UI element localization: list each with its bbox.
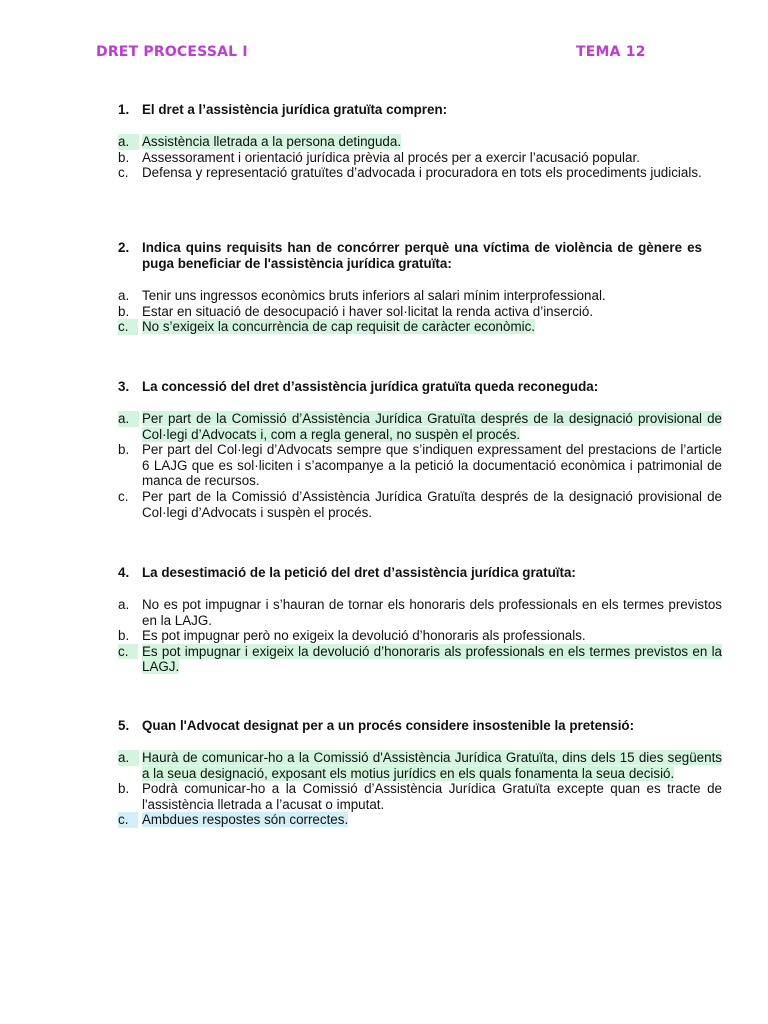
answer-text: No es pot impugnar i s’hauran de tornar els honoraris dels professionals en els termes previstos en la LAJG. xyxy=(142,597,722,628)
answer-text: Estar en situació de desocupació i haver sol·licitat la renda activa d’inserció. xyxy=(142,303,594,319)
answer-option xyxy=(96,150,726,166)
answer-option xyxy=(96,411,726,442)
answer-option xyxy=(96,812,726,828)
question-3 xyxy=(118,379,722,520)
answer-text: Es pot impugnar però no exigeix la devolució d’honoraris als professionals. xyxy=(142,628,586,644)
question-number: 3. xyxy=(118,379,130,394)
answer-list xyxy=(118,411,722,520)
answer-list xyxy=(118,288,702,335)
answer-letter: a. xyxy=(118,288,130,303)
answer-list xyxy=(118,750,722,828)
question-heading xyxy=(118,565,702,581)
answer-letter: a. xyxy=(118,597,130,612)
question-number: 2. xyxy=(118,240,130,255)
answer-text: Per part del Col·legi d’Advocats sempre que s’indiquen expressament del prestacions de l’article 6 LAJG que es sol·liciten i s’acompanye a la petició la documentació econòmica i patrimonial de manca de recursos. xyxy=(142,442,722,489)
answer-letter: a. xyxy=(118,750,139,766)
question-2 xyxy=(118,240,702,335)
answer-text: Assessorament i orientació jurídica prèvia al procés per a exercir l’acusació popular. xyxy=(142,149,640,165)
question-heading xyxy=(118,379,702,395)
answer-list xyxy=(118,134,702,181)
answer-option xyxy=(96,134,726,150)
question-number: 4. xyxy=(118,565,130,580)
answer-list xyxy=(118,597,722,675)
question-text: Quan l'Advocat designat per a un procés considere insostenible la pretensió: xyxy=(142,718,635,733)
answer-option xyxy=(96,165,726,181)
question-text: El dret a l’assistència jurídica gratuïta compren: xyxy=(142,102,448,117)
answer-option xyxy=(96,750,726,781)
answer-text: Assistència lletrada a la persona detinguda. xyxy=(142,134,402,149)
answer-option xyxy=(96,319,726,335)
answer-option xyxy=(96,628,726,644)
answer-option xyxy=(96,304,726,320)
answer-letter: c. xyxy=(118,812,138,828)
course-title: DRET PROCESSAL I xyxy=(96,44,248,60)
answer-text: No s’exigeix la concurrència de cap requisit de caràcter econòmic. xyxy=(142,319,535,335)
answer-letter: b. xyxy=(118,781,130,797)
question-text: Indica quins requisits han de concórrer perquè una víctima de violència de gènere es puga beneficiar de l'assistència jurídica gratuïta: xyxy=(142,240,702,271)
question-heading xyxy=(118,718,702,734)
answer-option xyxy=(96,597,726,628)
question-4 xyxy=(118,565,722,675)
answer-option xyxy=(96,288,726,304)
answer-text: Per part de la Comissió d’Assistència Jurídica Gratuïta després de la designació provisional de Col·legi d’Advocats i, com a regla general, no suspèn el procés. xyxy=(142,411,722,442)
answer-letter: b. xyxy=(118,303,130,319)
question-number: 5. xyxy=(118,718,130,733)
answer-option xyxy=(96,489,726,520)
answer-letter: a. xyxy=(118,411,139,427)
topic-label: TEMA 12 xyxy=(576,44,646,60)
question-heading xyxy=(118,240,702,272)
answer-text: Podrà comunicar-ho a la Comissió d’Assistència Jurídica Gratuïta excepte quan es tracte de l'assistència lletrada a l’acusat o imputat. xyxy=(142,781,722,812)
answer-letter: c. xyxy=(118,644,138,660)
answer-text: Es pot impugnar i exigeix la devolució d’honoraris als professionals en els termes previstos en la LAGJ. xyxy=(142,643,722,675)
answer-letter: c. xyxy=(118,488,129,504)
question-text: La desestimació de la petició del dret d’assistència jurídica gratuïta: xyxy=(142,565,576,580)
answer-text: Defensa y representació gratuïtes d’advocada i procuradora en tots els procediments judicials. xyxy=(142,165,702,181)
answer-text: Haurà de comunicar-ho a la Comissió d'Assistència Jurídica Gratuïta, dins dels 15 dies següents a la seua designació, exposant els motius jurídics en els quals fonamenta la seua decisió. xyxy=(142,750,722,781)
answer-text: Per part de la Comissió d’Assistència Jurídica Gratuïta després de la designació provisional de Col·legi d’Advocats i suspèn el procés. xyxy=(142,488,722,520)
answer-text: Ambdues respostes són correctes. xyxy=(142,812,349,828)
question-text: La concessió del dret d’assistència jurídica gratuïta queda reconeguda: xyxy=(142,379,599,394)
answer-option xyxy=(96,781,726,812)
answer-letter: c. xyxy=(118,165,129,181)
question-1 xyxy=(118,102,702,181)
answer-letter: b. xyxy=(118,442,130,458)
question-number: 1. xyxy=(118,102,130,117)
answer-letter: c. xyxy=(118,319,138,335)
answer-letter: b. xyxy=(118,149,130,165)
answer-letter: b. xyxy=(118,628,130,644)
question-5 xyxy=(118,718,722,828)
answer-option xyxy=(96,442,726,489)
page-header xyxy=(96,44,656,66)
answer-letter: a. xyxy=(118,134,139,150)
answer-option xyxy=(96,644,726,675)
answer-text: Tenir uns ingressos econòmics bruts inferiors al salari mínim interprofessional. xyxy=(142,288,606,303)
question-heading xyxy=(118,102,702,118)
